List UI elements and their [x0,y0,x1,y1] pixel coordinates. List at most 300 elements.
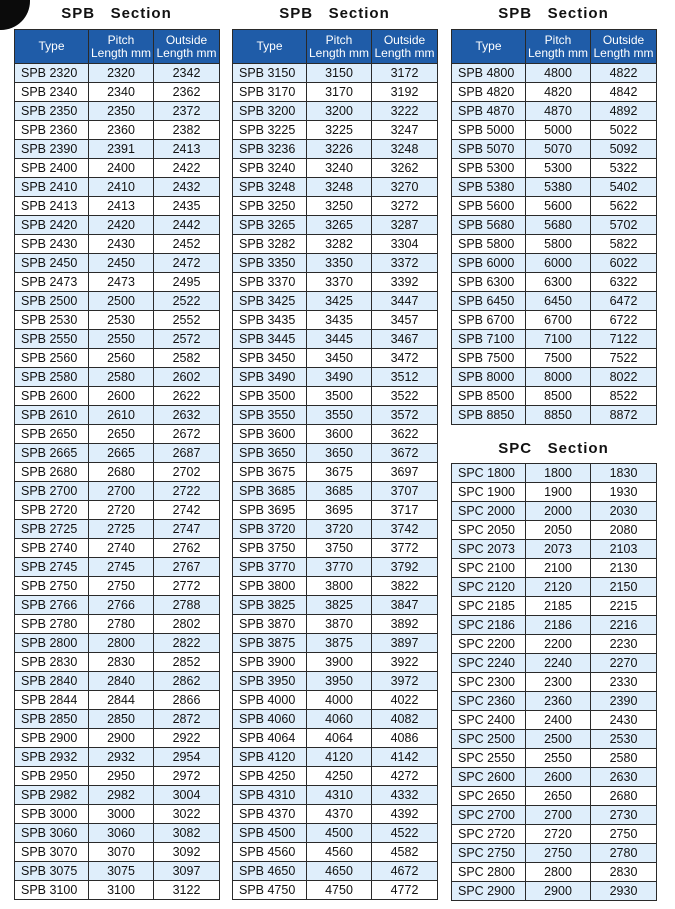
outside-header-line2: Length mm [374,45,435,60]
pitch-length-cell: 2186 [526,616,591,635]
table-row [15,520,220,539]
table-row [15,862,220,881]
pitch-length-cell: 2410 [89,178,154,197]
table-row [452,292,657,311]
outside-length-cell: 2772 [154,577,220,596]
type-cell: SPC 2650 [452,787,526,806]
table-row [233,83,438,102]
table-row [233,615,438,634]
outside-length-cell: 3847 [372,596,438,615]
outside-length-cell: 2830 [591,863,657,882]
pitch-length-cell: 2700 [89,482,154,501]
type-cell: SPB 2982 [15,786,89,805]
outside-length-cell: 1930 [591,483,657,502]
type-cell: SPB 3225 [233,121,307,140]
outside-length-cell: 2382 [154,121,220,140]
table-row [452,806,657,825]
spb-table-1 [14,29,220,900]
table-row [452,83,657,102]
type-cell: SPB 3000 [15,805,89,824]
type-header [233,30,307,64]
outside-length-cell: 6472 [591,292,657,311]
type-cell: SPB 4500 [233,824,307,843]
table-row [452,349,657,368]
table-row [452,863,657,882]
table-row [452,825,657,844]
outside-length-cell: 3922 [372,653,438,672]
outside-length-cell: 4672 [372,862,438,881]
type-cell: SPC 2073 [452,540,526,559]
table-row [233,159,438,178]
pitch-length-cell: 2391 [89,140,154,159]
outside-length-header [154,30,220,64]
type-cell: SPB 2340 [15,83,89,102]
table-row [15,748,220,767]
table-row [233,102,438,121]
type-cell: SPB 3600 [233,425,307,444]
outside-length-cell: 2452 [154,235,220,254]
outside-length-cell: 2872 [154,710,220,729]
outside-length-cell: 5622 [591,197,657,216]
table-row [15,786,220,805]
pitch-length-cell: 2420 [89,216,154,235]
pitch-length-cell: 6450 [526,292,591,311]
outside-length-cell: 4332 [372,786,438,805]
outside-length-cell: 3392 [372,273,438,292]
type-cell: SPB 3900 [233,653,307,672]
outside-length-cell: 3022 [154,805,220,824]
pitch-length-cell: 2680 [89,463,154,482]
pitch-length-cell: 2073 [526,540,591,559]
outside-length-cell: 4142 [372,748,438,767]
pitch-length-cell: 4250 [307,767,372,786]
table-row [452,483,657,502]
table-row [15,634,220,653]
type-cell: SPC 2000 [452,502,526,521]
type-cell: SPB 4870 [452,102,526,121]
type-cell: SPB 8850 [452,406,526,425]
type-cell: SPB 3950 [233,672,307,691]
outside-length-cell: 2413 [154,140,220,159]
outside-length-cell: 4842 [591,83,657,102]
outside-length-cell: 5822 [591,235,657,254]
table-row [452,140,657,159]
table-row [15,140,220,159]
outside-length-cell: 2852 [154,653,220,672]
pitch-length-cell: 2650 [526,787,591,806]
type-cell: SPB 3685 [233,482,307,501]
table-row [452,406,657,425]
type-cell: SPB 2840 [15,672,89,691]
table-row [233,463,438,482]
outside-length-cell: 2530 [591,730,657,749]
outside-length-cell: 2762 [154,539,220,558]
type-cell: SPC 2200 [452,635,526,654]
outside-length-cell: 5322 [591,159,657,178]
pitch-length-cell: 2185 [526,597,591,616]
table-row [452,654,657,673]
table-row [233,539,438,558]
outside-length-cell: 2672 [154,425,220,444]
type-cell: SPB 3800 [233,577,307,596]
type-cell: SPB 3060 [15,824,89,843]
outside-length-cell: 2602 [154,368,220,387]
pitch-length-cell: 2400 [89,159,154,178]
type-header-label: Type [256,39,283,53]
type-cell: SPB 2850 [15,710,89,729]
table-row [233,653,438,672]
table-row [233,178,438,197]
table-row [452,197,657,216]
table-row [15,691,220,710]
outside-header-line1: Outside [383,32,426,47]
type-cell: SPB 6450 [452,292,526,311]
table-row [15,216,220,235]
type-cell: SPB 3282 [233,235,307,254]
pitch-length-cell: 5300 [526,159,591,178]
table-row [15,482,220,501]
outside-header-line1: Outside [165,32,208,47]
outside-length-cell: 3248 [372,140,438,159]
type-cell: SPB 5070 [452,140,526,159]
outside-length-cell: 4392 [372,805,438,824]
type-cell: SPB 3350 [233,254,307,273]
table-row [15,881,220,900]
type-cell: SPB 2410 [15,178,89,197]
table-row [233,596,438,615]
spb-section-title-1: SPB Section [61,5,172,22]
type-cell: SPB 2473 [15,273,89,292]
pitch-length-cell: 3875 [307,634,372,653]
type-cell: SPB 3265 [233,216,307,235]
pitch-length-cell: 4060 [307,710,372,729]
outside-length-cell: 2722 [154,482,220,501]
table-row [452,844,657,863]
outside-length-cell: 2702 [154,463,220,482]
type-cell: SPB 8000 [452,368,526,387]
table-row [452,521,657,540]
pitch-length-cell: 3250 [307,197,372,216]
table-row [452,597,657,616]
pitch-length-cell: 2560 [89,349,154,368]
outside-length-cell: 7122 [591,330,657,349]
table-row [233,710,438,729]
type-cell: SPB 2350 [15,102,89,121]
type-header [452,30,526,64]
type-cell: SPC 1800 [452,464,526,483]
pitch-length-cell: 2766 [89,596,154,615]
type-cell: SPB 4820 [452,83,526,102]
outside-length-cell: 4082 [372,710,438,729]
table-row [452,387,657,406]
pitch-length-cell: 2550 [89,330,154,349]
table-row [15,425,220,444]
pitch-length-cell: 2500 [89,292,154,311]
table-row [15,235,220,254]
outside-length-cell: 2432 [154,178,220,197]
type-cell: SPB 2450 [15,254,89,273]
outside-length-cell: 3082 [154,824,220,843]
pitch-length-cell: 6700 [526,311,591,330]
outside-length-cell: 2442 [154,216,220,235]
pitch-length-cell: 3695 [307,501,372,520]
table-row [15,121,220,140]
type-cell: SPB 3750 [233,539,307,558]
table-header-row [233,30,438,64]
table-row [233,881,438,900]
type-cell: SPB 3200 [233,102,307,121]
outside-length-cell: 3172 [372,64,438,83]
type-cell: SPB 3650 [233,444,307,463]
pitch-length-cell: 2473 [89,273,154,292]
table-row [233,520,438,539]
outside-length-cell: 4822 [591,64,657,83]
pitch-length-cell: 2413 [89,197,154,216]
type-cell: SPB 2766 [15,596,89,615]
pitch-header-line2: Length mm [527,45,589,60]
type-cell: SPB 5680 [452,216,526,235]
table-row [233,577,438,596]
outside-length-cell: 2230 [591,635,657,654]
outside-length-cell: 3707 [372,482,438,501]
pitch-length-cell: 4750 [307,881,372,900]
table-row [233,311,438,330]
pitch-length-cell: 3870 [307,615,372,634]
type-cell: SPB 2530 [15,311,89,330]
type-cell: SPB 5600 [452,197,526,216]
pitch-length-cell: 3450 [307,349,372,368]
type-cell: SPB 2780 [15,615,89,634]
pitch-length-cell: 4120 [307,748,372,767]
table-row [452,254,657,273]
outside-length-cell: 2103 [591,540,657,559]
pitch-length-cell: 2000 [526,502,591,521]
type-cell: SPB 3236 [233,140,307,159]
table-row [233,368,438,387]
type-cell: SPB 4250 [233,767,307,786]
outside-length-cell: 3192 [372,83,438,102]
table-row [452,368,657,387]
outside-length-cell: 2954 [154,748,220,767]
outside-length-cell: 2150 [591,578,657,597]
table-row [15,577,220,596]
outside-length-cell: 2630 [591,768,657,787]
pitch-length-cell: 2360 [526,692,591,711]
table-row [233,444,438,463]
outside-length-cell: 3222 [372,102,438,121]
spb-section-title-2: SPB Section [279,5,390,22]
pitch-length-cell: 8000 [526,368,591,387]
type-cell: SPB 2750 [15,577,89,596]
outside-length-cell: 3672 [372,444,438,463]
type-cell: SPB 2830 [15,653,89,672]
table-row [452,673,657,692]
outside-length-cell: 3262 [372,159,438,178]
outside-length-cell: 2582 [154,349,220,368]
pitch-length-cell: 2530 [89,311,154,330]
type-cell: SPB 2740 [15,539,89,558]
outside-length-cell: 2215 [591,597,657,616]
pitch-length-cell: 3900 [307,653,372,672]
pitch-length-cell: 3226 [307,140,372,159]
outside-length-cell: 2687 [154,444,220,463]
spb-table-2 [232,29,438,900]
pitch-length-cell: 3550 [307,406,372,425]
pitch-length-cell: 7100 [526,330,591,349]
outside-length-cell: 2030 [591,502,657,521]
outside-length-cell: 4582 [372,843,438,862]
type-cell: SPB 6300 [452,273,526,292]
outside-length-cell: 2495 [154,273,220,292]
table-row [15,254,220,273]
outside-length-cell: 4772 [372,881,438,900]
type-cell: SPB 3170 [233,83,307,102]
pitch-length-cell: 1900 [526,483,591,502]
outside-length-cell: 2780 [591,844,657,863]
outside-length-cell: 2866 [154,691,220,710]
table-row [233,406,438,425]
table-row [15,539,220,558]
type-cell: SPB 3100 [15,881,89,900]
pitch-length-cell: 6000 [526,254,591,273]
table-row [452,635,657,654]
pitch-length-cell: 2050 [526,521,591,540]
table-row [15,710,220,729]
outside-length-cell: 3122 [154,881,220,900]
pitch-length-cell: 3490 [307,368,372,387]
type-cell: SPB 2400 [15,159,89,178]
table-row [452,216,657,235]
table-row [233,235,438,254]
table-row [452,464,657,483]
outside-length-cell: 2362 [154,83,220,102]
table-row [452,235,657,254]
type-cell: SPB 8500 [452,387,526,406]
pitch-length-cell: 2450 [89,254,154,273]
outside-length-cell: 8022 [591,368,657,387]
type-cell: SPB 2950 [15,767,89,786]
table-row [233,64,438,83]
pitch-length-cell: 3150 [307,64,372,83]
table-row [452,730,657,749]
outside-length-cell: 3247 [372,121,438,140]
outside-length-cell: 3472 [372,349,438,368]
pitch-length-cell: 4500 [307,824,372,843]
outside-length-cell: 6022 [591,254,657,273]
outside-length-cell: 8872 [591,406,657,425]
pitch-length-cell: 2800 [526,863,591,882]
table-row [15,558,220,577]
type-cell: SPC 1900 [452,483,526,502]
pitch-length-cell: 2240 [526,654,591,673]
table-row [15,368,220,387]
outside-length-cell: 3897 [372,634,438,653]
pitch-length-cell: 4820 [526,83,591,102]
pitch-length-cell: 3070 [89,843,154,862]
pitch-length-header [307,30,372,64]
outside-length-cell: 4086 [372,729,438,748]
type-cell: SPB 2932 [15,748,89,767]
outside-length-cell: 2330 [591,673,657,692]
outside-length-cell: 4272 [372,767,438,786]
type-cell: SPB 2720 [15,501,89,520]
type-cell: SPC 2240 [452,654,526,673]
type-cell: SPB 4064 [233,729,307,748]
table-row [452,330,657,349]
pitch-length-cell: 3060 [89,824,154,843]
table-row [452,64,657,83]
pitch-header-line1: Pitch [325,32,353,47]
table-row [233,254,438,273]
outside-length-cell: 4022 [372,691,438,710]
type-cell: SPB 2560 [15,349,89,368]
outside-length-cell: 3742 [372,520,438,539]
pitch-length-cell: 4870 [526,102,591,121]
type-cell: SPB 3450 [233,349,307,368]
outside-length-cell: 3092 [154,843,220,862]
table-row [233,558,438,577]
pitch-length-cell: 2300 [526,673,591,692]
table-row [233,387,438,406]
table-row [233,349,438,368]
outside-length-cell: 3822 [372,577,438,596]
type-cell: SPB 4650 [233,862,307,881]
table-row [15,387,220,406]
type-cell: SPC 2750 [452,844,526,863]
pitch-length-cell: 4560 [307,843,372,862]
table-row [15,501,220,520]
outside-length-cell: 3004 [154,786,220,805]
pitch-length-cell: 3770 [307,558,372,577]
outside-length-cell: 5702 [591,216,657,235]
pitch-length-cell: 3248 [307,178,372,197]
type-cell: SPB 5380 [452,178,526,197]
outside-length-cell: 3717 [372,501,438,520]
pitch-length-cell: 1800 [526,464,591,483]
outside-length-cell: 2130 [591,559,657,578]
outside-length-cell: 4522 [372,824,438,843]
pitch-length-cell: 5070 [526,140,591,159]
table-row [452,692,657,711]
pitch-header-line2: Length mm [308,45,370,60]
type-cell: SPB 4000 [233,691,307,710]
table-row [15,444,220,463]
pitch-length-cell: 2665 [89,444,154,463]
table-row [233,729,438,748]
pitch-length-cell: 2780 [89,615,154,634]
spb-section-title-3: SPB Section [498,5,609,22]
pitch-length-cell: 3100 [89,881,154,900]
outside-length-cell: 2435 [154,197,220,216]
type-cell: SPB 3250 [233,197,307,216]
type-cell: SPB 2650 [15,425,89,444]
outside-length-header [372,30,438,64]
outside-length-cell: 2742 [154,501,220,520]
type-cell: SPC 2400 [452,711,526,730]
outside-length-cell: 3097 [154,862,220,881]
outside-length-cell: 2522 [154,292,220,311]
outside-length-cell: 3622 [372,425,438,444]
type-cell: SPB 4800 [452,64,526,83]
type-cell: SPB 3675 [233,463,307,482]
pitch-length-cell: 2720 [89,501,154,520]
table-row [15,729,220,748]
table-row [15,672,220,691]
outside-length-cell: 3892 [372,615,438,634]
pitch-length-cell: 3225 [307,121,372,140]
pitch-length-cell: 3435 [307,311,372,330]
table-row [15,767,220,786]
